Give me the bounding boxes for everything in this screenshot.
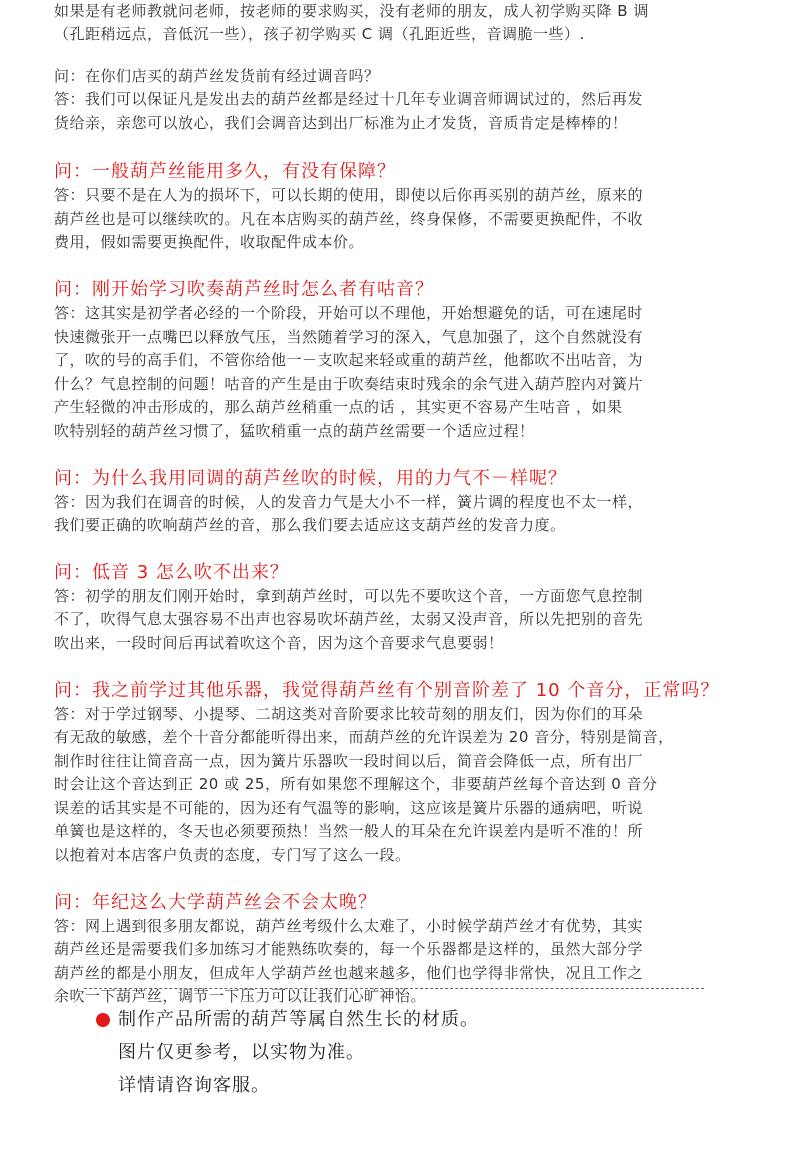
answer-line: 时会让这个音达到正 20 或 25，所有如果您不理解这个，非要葫芦丝每个音达到 0 音分 [54, 775, 658, 794]
answer-line: 吹特别轻的葫芦丝习惯了，猛吹稍重一点的葫芦丝需要一个适应过程！ [54, 421, 535, 440]
answer-line: 答：网上遇到很多朋友都说，葫芦丝考级什么太难了，小时候学葫芦丝才有优势，其实 [54, 916, 644, 935]
note-text: 制作产品所需的葫芦等属自然生长的材质。 [118, 1009, 479, 1030]
question: 问：一般葫芦丝能用多久，有没有保障？ [54, 161, 396, 183]
qa-item [54, 890, 744, 1009]
answer-line: 以抱着对本店客户负责的态度，专门写了这么一段。 [54, 846, 411, 865]
answer-line: 答：这其实是初学者必经的一个阶段，开始可以不理他，开始想避免的话，可在速尾时 [54, 303, 644, 322]
intro-line: （孔距稍远点，音低沉一些），孩子初学购买 C 调（孔距近些，音调脆一些）. [54, 25, 585, 43]
qa-item [54, 678, 744, 868]
answer [54, 88, 744, 135]
question: 问：我之前学过其他乐器，我觉得葫芦丝有个别音阶差了 10 个音分，正常吗？ [54, 679, 720, 701]
answer-line: 快速微张开一点嘴巴以释放气压，当然随着学习的深入，气息加强了，这个自然就没有 [54, 327, 644, 346]
qa-item [54, 560, 744, 656]
qa-item [54, 159, 744, 255]
answer-line: 葫芦丝也是可以继续吹的。凡在本店购买的葫芦丝，终身保修，不需要更换配件，不收 [54, 209, 644, 228]
answer-line: 葫芦丝的都是小朋友，但成年人学葫芦丝也越来越多，他们也学得非常快，况且工作之 [54, 963, 644, 982]
red-dot-icon [96, 1013, 110, 1027]
answer-line: 答：只要不是在人为的损坏下，可以长期的使用，即使以后你再买别的葫芦丝，原来的 [54, 186, 644, 205]
answer-line: 不了，吹得气息太强容易不出声也容易吹坏葫芦丝，太弱又没声音，所以先把别的音先 [54, 610, 644, 629]
answer-line: 有无敌的敏感，差个十音分都能听得出来，而葫芦丝的允许误差为 20 音分，特别是简音， [54, 728, 674, 747]
question: 问：在你们店买的葫芦丝发货前有经过调音吗？ [54, 67, 380, 85]
qa-item [54, 466, 744, 538]
note-text: 图片仅更参考，以实物为准。 [118, 1042, 365, 1063]
answer-line: 费用，假如需要更换配件，收取配件成本价。 [54, 233, 365, 252]
question: 问：为什么我用同调的葫芦丝吹的时候，用的力气不－样呢？ [54, 467, 567, 489]
answer [54, 302, 744, 444]
question: 问：年纪这么大学葫芦丝会不会太晚？ [54, 891, 377, 913]
answer-line: 答：初学的朋友们刚开始时，拿到葫芦丝时，可以先不要吹这个音，一方面您气息控制 [54, 586, 644, 605]
answer [54, 184, 744, 255]
intro-line: 如果是有老师教就问老师，按老师的要求购买，没有老师的朋友，成人初学购买降 B 调 [54, 2, 649, 20]
note-line [96, 1036, 479, 1069]
answer [54, 915, 744, 1009]
answer-line: 产生轻微的冲击形成的，那么葫芦丝稍重一点的话 ，其实更不容易产生咕音 ，如果 [54, 398, 623, 417]
answer-line: 葫芦丝还是需要我们多加练习才能熟练吹奏的，每一个乐器都是这样的，虽然大部分学 [54, 940, 644, 959]
answer [54, 703, 744, 868]
answer-line: 制作时往往让简音高一点，因为簧片乐器吹一段时间以后，简音会降低一点，所有出厂 [54, 751, 644, 770]
answer [54, 491, 744, 538]
answer-line: 什么？气息控制的问题！咕音的产生是由于吹奏结束时残余的余气进入葫芦腔内对簧片 [54, 374, 644, 393]
qa-item [54, 277, 744, 444]
qa-item [54, 65, 744, 135]
intro-paragraph [54, 0, 744, 46]
answer-line: 答：对于学过钢琴、小提琴、二胡这类对音阶要求比较苛刻的朋友们，因为你们的耳朵 [54, 704, 644, 723]
note-text: 详情请咨询客服。 [118, 1075, 270, 1096]
answer-line: 了，吹的号的高手们，不管你给他一－支吹起来轻或重的葫芦丝，他都吹不出咕音，为 [54, 351, 644, 370]
question: 问：刚开始学习吹奏葫芦丝时怎么者有咕音？ [54, 278, 434, 300]
answer [54, 585, 744, 656]
answer-line: 误差的话其实是不可能的，因为还有气温等的影响，这应该是簧片乐器的通病吧，听说 [54, 798, 644, 817]
answer-line: 单簧也是这样的，冬天也必须要预热！当然一般人的耳朵在允许误差内是听不准的！所 [54, 822, 644, 841]
answer-line: 余吹一下葫芦丝，调节一下压力可以让我们心旷神怡。 [54, 987, 427, 1006]
answer-line: 答：因为我们在调音的时候，人的发音力气是大小不一样，簧片调的程度也不太一样， [54, 492, 644, 511]
question: 问：低音 3 怎么吹不出来？ [54, 561, 289, 583]
faq-content [54, 0, 744, 1009]
answer-line: 答：我们可以保证凡是发出去的葫芦丝都是经过十几年专业调音师调试过的，然后再发 [54, 90, 644, 108]
answer-line: 我们要正确的吹响葫芦丝的音，那么我们要去适应这支葫芦丝的发音力度。 [54, 516, 566, 535]
dashed-divider [84, 988, 704, 989]
answer-line: 吹出来，一段时间后再试着吹这个音，因为这个音要求气息要弱！ [54, 633, 504, 652]
notes-section [96, 1003, 479, 1102]
note-line [96, 1069, 479, 1102]
note-line [96, 1003, 479, 1036]
answer-line: 货给亲，亲您可以放心，我们会调音达到出厂标准为止才发货，音质肯定是棒棒的！ [54, 113, 628, 132]
